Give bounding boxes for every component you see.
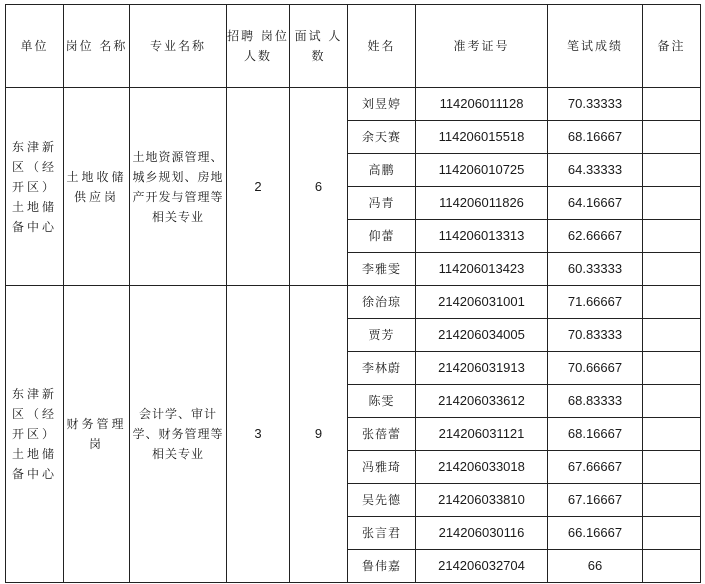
name-cell: 仰蕾 bbox=[348, 220, 416, 253]
exam-no-cell: 214206033810 bbox=[416, 484, 548, 517]
header-interview-ratio: 面试 人数 bbox=[290, 5, 348, 88]
header-exam-no: 准考证号 bbox=[416, 5, 548, 88]
name-cell: 冯雅琦 bbox=[348, 451, 416, 484]
exam-no-cell: 214206030116 bbox=[416, 517, 548, 550]
name-cell: 贾芳 bbox=[348, 319, 416, 352]
table-row bbox=[6, 286, 701, 319]
exam-no-cell: 114206011128 bbox=[416, 88, 548, 121]
score-cell: 68.83333 bbox=[548, 385, 643, 418]
header-score: 笔试成绩 bbox=[548, 5, 643, 88]
name-cell: 张言君 bbox=[348, 517, 416, 550]
note-cell bbox=[643, 286, 701, 319]
note-cell bbox=[643, 517, 701, 550]
name-cell: 冯青 bbox=[348, 187, 416, 220]
exam-no-cell: 214206031001 bbox=[416, 286, 548, 319]
score-cell: 66 bbox=[548, 550, 643, 583]
position-cell: 土地收储供应岗 bbox=[64, 88, 130, 286]
unit-cell: 东津新区（经开区）土地储备中心 bbox=[6, 286, 64, 583]
header-note: 备注 bbox=[643, 5, 701, 88]
recruit-count-cell: 2 bbox=[227, 88, 290, 286]
header-unit: 单位 bbox=[6, 5, 64, 88]
name-cell: 李林蔚 bbox=[348, 352, 416, 385]
exam-no-cell: 214206033612 bbox=[416, 385, 548, 418]
score-cell: 66.16667 bbox=[548, 517, 643, 550]
exam-no-cell: 214206034005 bbox=[416, 319, 548, 352]
exam-no-cell: 214206031121 bbox=[416, 418, 548, 451]
name-cell: 李雅雯 bbox=[348, 253, 416, 286]
interview-ratio-cell: 6 bbox=[290, 88, 348, 286]
header-recruit-count: 招聘 岗位 人数 bbox=[227, 5, 290, 88]
header-position: 岗位 名称 bbox=[64, 5, 130, 88]
note-cell bbox=[643, 121, 701, 154]
results-sheet bbox=[5, 4, 701, 583]
exam-no-cell: 114206010725 bbox=[416, 154, 548, 187]
name-cell: 鲁伟嘉 bbox=[348, 550, 416, 583]
name-cell: 徐治琼 bbox=[348, 286, 416, 319]
note-cell bbox=[643, 220, 701, 253]
exam-no-cell: 114206013423 bbox=[416, 253, 548, 286]
note-cell bbox=[643, 253, 701, 286]
score-cell: 68.16667 bbox=[548, 418, 643, 451]
note-cell bbox=[643, 88, 701, 121]
note-cell bbox=[643, 187, 701, 220]
note-cell bbox=[643, 484, 701, 517]
score-cell: 68.16667 bbox=[548, 121, 643, 154]
name-cell: 刘昱婷 bbox=[348, 88, 416, 121]
score-cell: 62.66667 bbox=[548, 220, 643, 253]
recruit-count-cell: 3 bbox=[227, 286, 290, 583]
note-cell bbox=[643, 385, 701, 418]
major-cell: 土地资源管理、城乡规划、房地产开发与管理等相关专业 bbox=[130, 88, 227, 286]
score-cell: 60.33333 bbox=[548, 253, 643, 286]
name-cell: 陈雯 bbox=[348, 385, 416, 418]
exam-no-cell: 114206011826 bbox=[416, 187, 548, 220]
score-cell: 64.33333 bbox=[548, 154, 643, 187]
exam-no-cell: 214206032704 bbox=[416, 550, 548, 583]
score-table bbox=[5, 4, 701, 583]
name-cell: 张蓓蕾 bbox=[348, 418, 416, 451]
note-cell bbox=[643, 418, 701, 451]
table-row bbox=[6, 88, 701, 121]
header-major: 专业名称 bbox=[130, 5, 227, 88]
score-cell: 70.83333 bbox=[548, 319, 643, 352]
interview-ratio-cell: 9 bbox=[290, 286, 348, 583]
exam-no-cell: 214206033018 bbox=[416, 451, 548, 484]
header-name: 姓名 bbox=[348, 5, 416, 88]
exam-no-cell: 114206013313 bbox=[416, 220, 548, 253]
major-cell: 会计学、审计学、财务管理等相关专业 bbox=[130, 286, 227, 583]
name-cell: 余天赛 bbox=[348, 121, 416, 154]
score-cell: 70.33333 bbox=[548, 88, 643, 121]
position-cell: 财务管理岗 bbox=[64, 286, 130, 583]
score-cell: 67.66667 bbox=[548, 451, 643, 484]
score-cell: 67.16667 bbox=[548, 484, 643, 517]
unit-cell: 东津新区（经开区）土地储备中心 bbox=[6, 88, 64, 286]
name-cell: 高鹏 bbox=[348, 154, 416, 187]
score-cell: 64.16667 bbox=[548, 187, 643, 220]
note-cell bbox=[643, 319, 701, 352]
name-cell: 吴先德 bbox=[348, 484, 416, 517]
header-row bbox=[6, 5, 701, 88]
exam-no-cell: 214206031913 bbox=[416, 352, 548, 385]
exam-no-cell: 114206015518 bbox=[416, 121, 548, 154]
score-cell: 71.66667 bbox=[548, 286, 643, 319]
note-cell bbox=[643, 154, 701, 187]
note-cell bbox=[643, 352, 701, 385]
score-cell: 70.66667 bbox=[548, 352, 643, 385]
note-cell bbox=[643, 550, 701, 583]
note-cell bbox=[643, 451, 701, 484]
